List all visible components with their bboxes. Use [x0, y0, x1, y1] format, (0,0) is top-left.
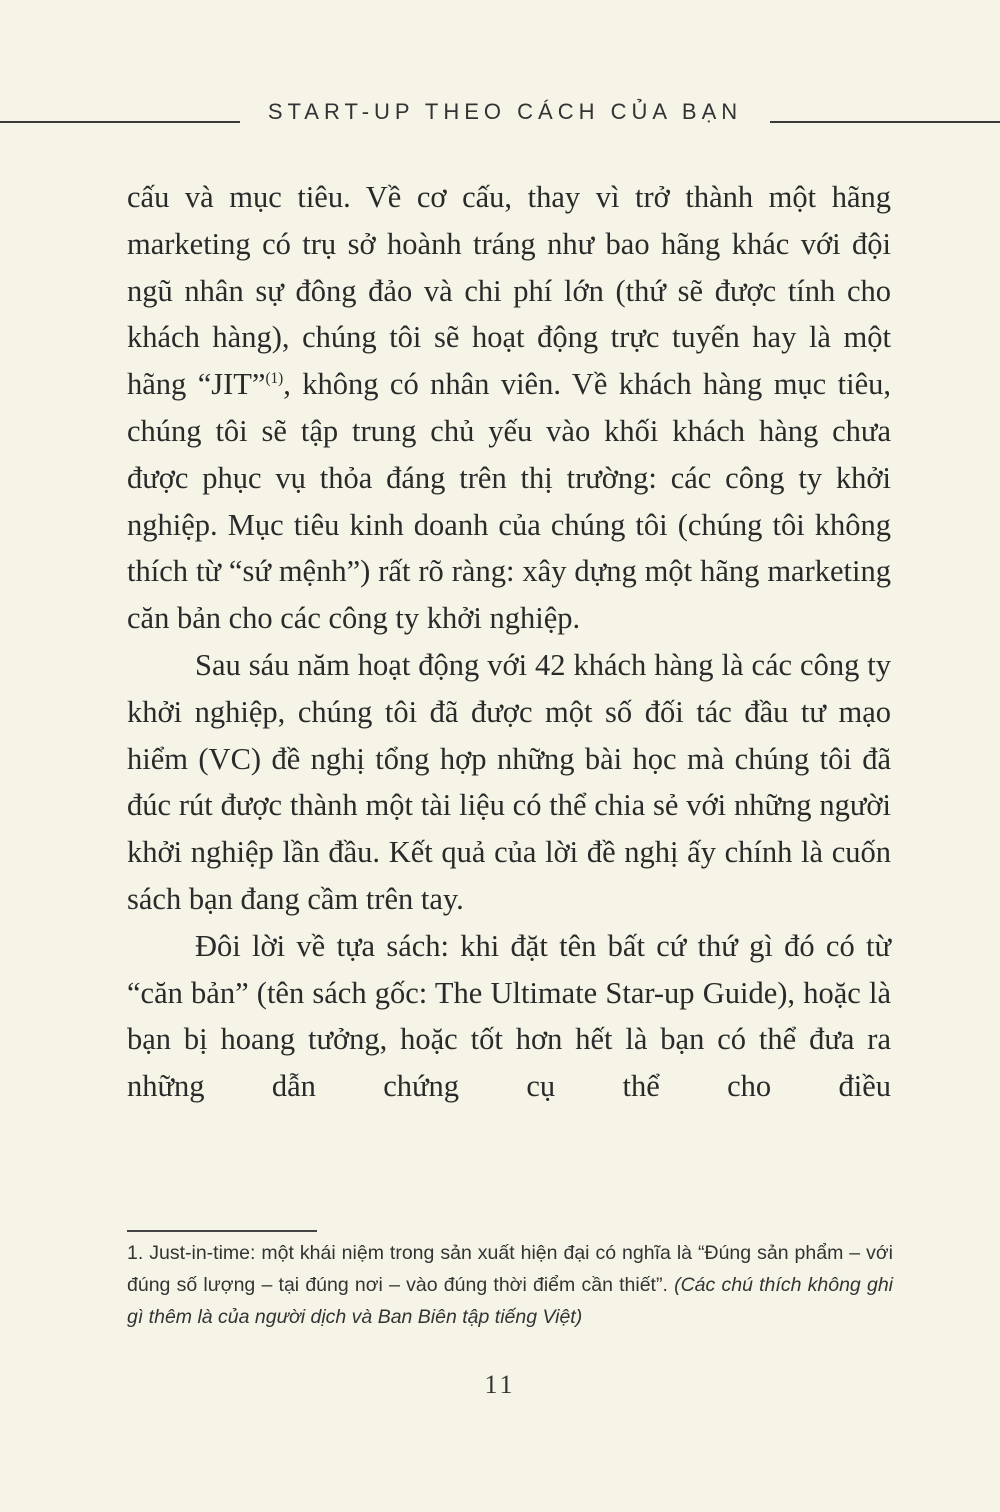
footnote-rule	[127, 1230, 317, 1232]
paragraph-1-rest: , không có nhân viên. Về khách hàng mục tiêu, chúng tôi sẽ tập trung chủ yếu vào khối khách hàng chưa được phục vụ thỏa đáng trên thị trường: các công ty khởi nghiệp. Mục tiêu kinh doanh của chúng tôi (chúng tôi không thích từ “sứ mệnh”) rất rõ ràng: xây dựng một hãng marketing căn bản cho các công ty khởi nghiệp.	[127, 367, 891, 636]
body-text	[127, 174, 891, 1110]
running-title: START-UP THEO CÁCH CỦA BẠN	[267, 99, 743, 124]
paragraph-3: Đôi lời về tựa sách: khi đặt tên bất cứ thứ gì đó có từ “căn bản” (tên sách gốc: The Ultimate Star-up Guide), hoặc là bạn bị hoang tưởng, hoặc tốt hơn hết là bạn có thể đưa ra những dẫn chứng cụ thể cho điều	[127, 928, 891, 1104]
page-number: 11	[484, 1370, 516, 1399]
footnote-text: 1. Just-in-time: một khái niệm trong sản xuất hiện đại có nghĩa là “Đúng sản phẩm – với đúng số lượng – tại đúng nơi – vào đúng thời điểm cần thiết”.	[127, 1242, 893, 1296]
footnote-marker: (1)	[265, 370, 284, 388]
header-rule-left	[0, 121, 240, 123]
paragraph-2: Sau sáu năm hoạt động với 42 khách hàng là các công ty khởi nghiệp, chúng tôi đã được một số đối tác đầu tư mạo hiểm (VC) đề nghị tổng hợp những bài học mà chúng tôi đã đúc rút được thành một tài liệu có thể chia sẻ với những người khởi nghiệp lần đầu. Kết quả của lời đề nghị ấy chính là cuốn sách bạn đang cầm trên tay.	[127, 647, 891, 916]
footnote	[127, 1237, 893, 1333]
running-header	[0, 95, 1000, 135]
header-rule-right	[770, 121, 1000, 123]
paragraph-1	[127, 174, 891, 642]
paragraph-1-text: cấu và mục tiêu. Về cơ cấu, thay vì trở thành một hãng marketing có trụ sở hoành tráng như bao hãng khác với đội ngũ nhân sự đông đảo và chi phí lớn (thứ sẽ được tính cho khách hàng), chúng tôi sẽ hoạt động trực tuyến hay là một hãng “JIT”	[127, 180, 891, 402]
footnote-italic-note: (Các chú thích không ghi gì thêm là của người dịch và Ban Biên tập tiếng Việt)	[127, 1274, 893, 1328]
